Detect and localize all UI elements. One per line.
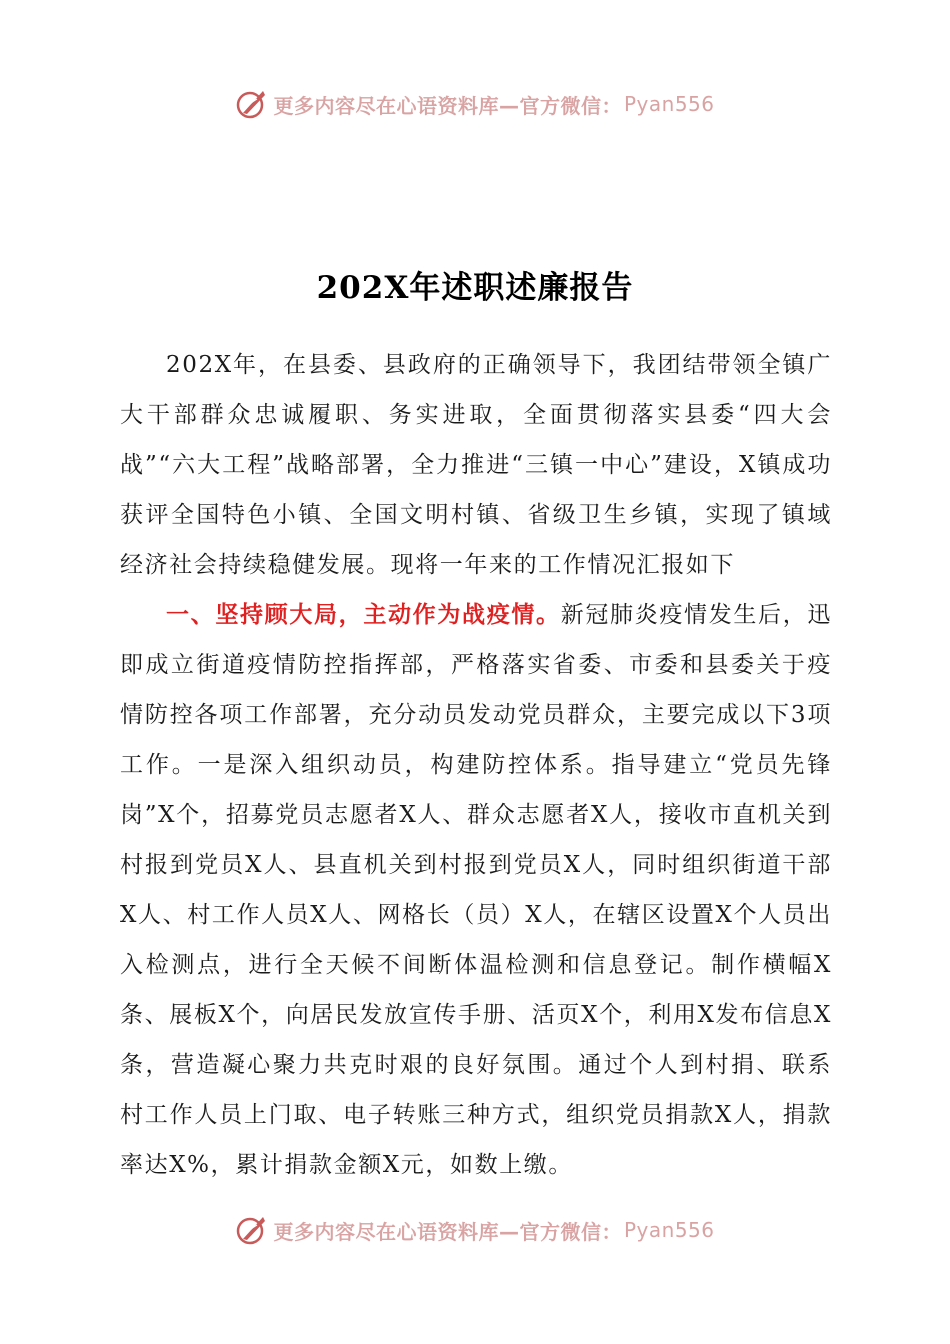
page-title: 202X年述职述廉报告 [316,270,634,306]
watermark-header [0,84,950,124]
section-1-heading: 一、坚持顾大局，主动作为战疫情。 [166,602,561,628]
section-1-body: 新冠肺炎疫情发生后，迅即成立街道疫情防控指挥部，严格落实省委、市委和县委关于疫情防控各项工作部署，充分动员发动党员群众，主要完成以下3项工作。一是深入组织动员，构建防控体系。指导建立“党员先锋岗”X个，招募党员志愿者X人、群众志愿者X人，接收市直机关到村报到党员X人、县直机关到村报到党员X人，同时组织街道干部X人、村工作人员X人、网格长（员）X人，在辖区设置X个人员出入检测点，进行全天候不间断体温检测和信息登记。制作横幅X条、展板X个，向居民发放宣传手册、活页X个，利用X发布信息X条，营造凝心聚力共克时艰的良好氛围。通过个人到村捐、联系村工作人员上门取、电子转账三种方式，组织党员捐款X人，捐款率达X%，累计捐款金额X元，如数上缴。 [120,602,832,1178]
watermark-text: 更多内容尽在心语资料库—官方微信： [273,1219,622,1244]
quill-logo-icon [235,87,269,121]
watermark-footer [0,1210,950,1250]
intro-paragraph: 202X年，在县委、县政府的正确领导下，我团结带领全镇广大干部群众忠诚履职、务实进取，全面贯彻落实县委“四大会战”“六大工程”战略部署，全力推进“三镇一中心”建设，X镇成功获评全国特色小镇、全国文明村镇、省级卫生乡镇，实现了镇域经济社会持续稳健发展。现将一年来的工作情况汇报如下 [120,352,832,578]
watermark-text: 更多内容尽在心语资料库—官方微信： [273,93,622,118]
quill-logo-icon [235,1213,269,1247]
section-1-paragraph [120,590,832,1190]
document-body [120,340,832,1190]
watermark-wechat-id: Pyan556 [623,1218,715,1242]
watermark-wechat-id: Pyan556 [623,92,715,116]
